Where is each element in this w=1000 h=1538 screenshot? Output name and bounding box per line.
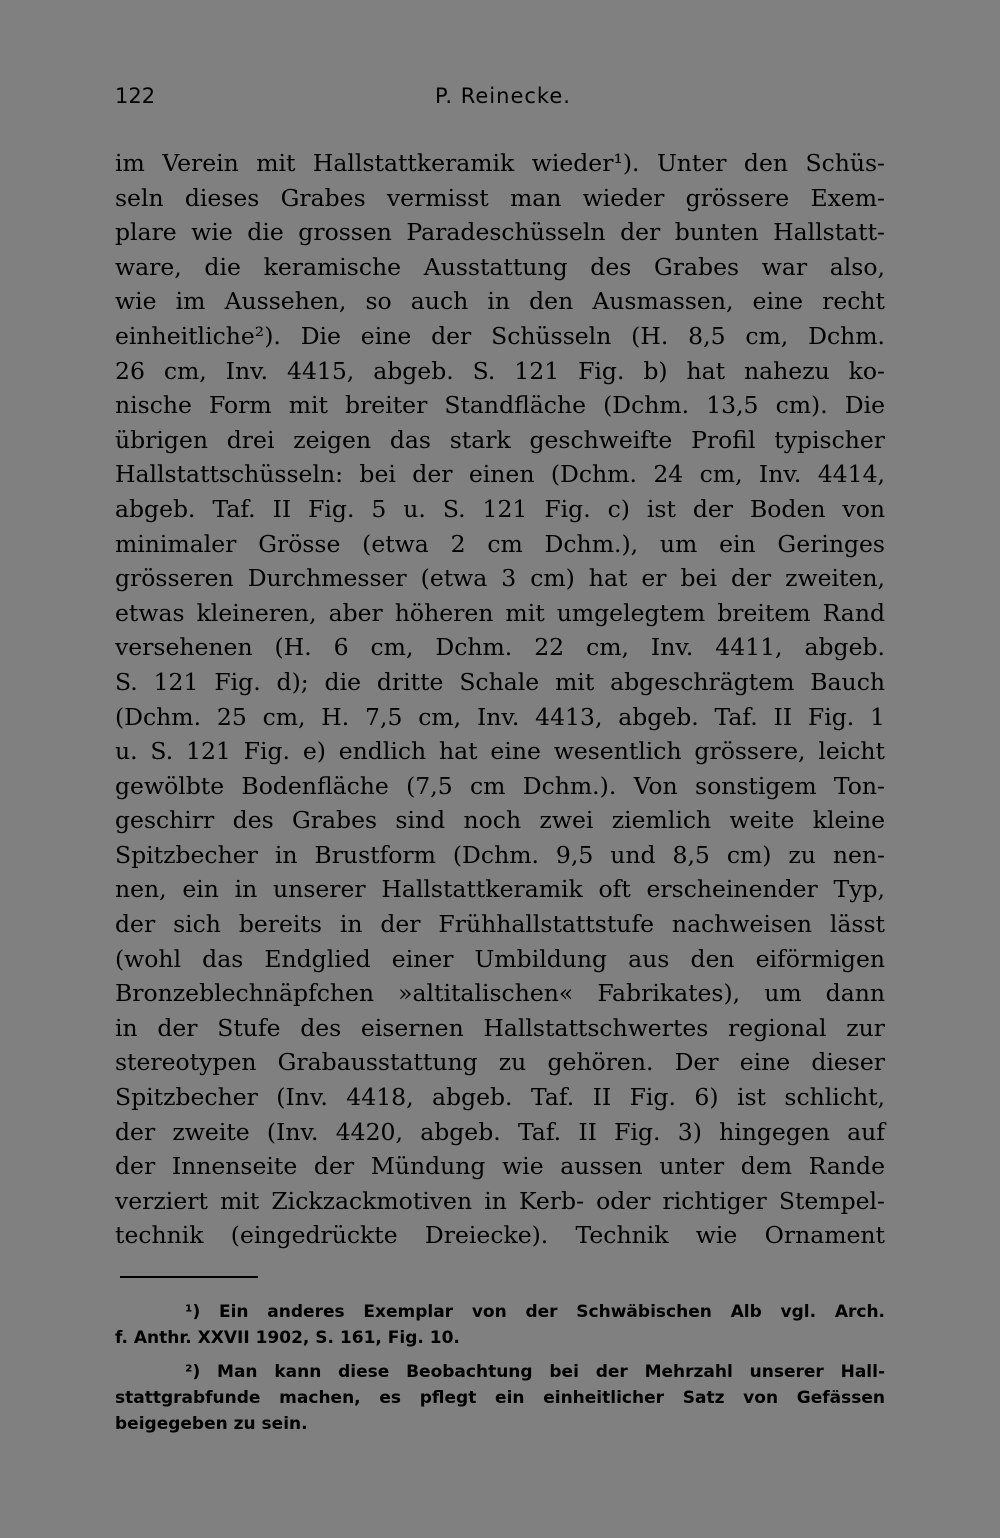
text-line: seln dieses Grabes vermisst man wieder grössere Exem- [115, 183, 885, 212]
page-number: 122 [115, 84, 156, 108]
footnote-line: f. Anthr. XXVII 1902, S. 161, Fig. 10. [115, 1328, 460, 1348]
footnote-1 [115, 1299, 885, 1351]
text-line: S. 121 Fig. d); die dritte Schale mit abgeschrägtem Bauch [115, 667, 885, 696]
text-line: im Verein mit Hallstattkeramik wieder¹). Unter den Schüs- [115, 149, 885, 177]
text-line: u. S. 121 Fig. e) endlich hat eine wesentlich grössere, leicht [115, 737, 885, 766]
text-line: der sich bereits in der Frühhallstattstufe nachweisen lässt [115, 910, 885, 939]
text-line: Spitzbecher in Brustform (Dchm. 9,5 und 8,5 cm) zu nen- [115, 840, 885, 869]
text-line: wie im Aussehen, so auch in den Ausmassen, eine recht [115, 287, 885, 316]
text-line: in der Stufe des eisernen Hallstattschwertes regional zur [115, 1013, 885, 1042]
text-line: gewölbte Bodenfläche (7,5 cm Dchm.). Von sonstigem Ton- [115, 771, 885, 800]
footnote-line: ¹) Ein anderes Exemplar von der Schwäbischen Alb vgl. Arch. [185, 1302, 885, 1322]
text-line: übrigen drei zeigen das stark geschweifte Profil typischer [115, 425, 885, 454]
text-line: geschirr des Grabes sind noch zwei ziemlich weite kleine [115, 806, 885, 835]
text-line: ware, die keramische Ausstattung des Grabes war also, [115, 252, 885, 281]
running-head: P. Reinecke. [435, 84, 571, 108]
footnote-2 [115, 1359, 885, 1437]
footnote-line: stattgrabfunde machen, es pflegt ein einheitlicher Satz von Gefässen [115, 1388, 885, 1408]
text-line: grösseren Durchmesser (etwa 3 cm) hat er bei der zweiten, [115, 564, 885, 593]
text-line: (Dchm. 25 cm, H. 7,5 cm, Inv. 4413, abgeb. Taf. II Fig. 1 [115, 702, 885, 731]
text-line: nen, ein in unserer Hallstattkeramik oft erscheinender Typ, [115, 875, 885, 904]
footnote-line: beigegeben zu sein. [115, 1414, 308, 1434]
page-header [115, 84, 885, 116]
text-line: Spitzbecher (Inv. 4418, abgeb. Taf. II Fig. 6) ist schlicht, [115, 1083, 885, 1112]
text-line: abgeb. Taf. II Fig. 5 u. S. 121 Fig. c) ist der Boden von [115, 494, 885, 523]
text-line: verziert mit Zickzackmotiven in Kerb- oder richtiger Stempel- [115, 1186, 885, 1215]
text-line: minimaler Grösse (etwa 2 cm Dchm.), um ein Geringes [115, 529, 885, 558]
footnote-divider [120, 1276, 258, 1278]
text-line: einheitliche²). Die eine der Schüsseln (H. 8,5 cm, Dchm. [115, 321, 885, 350]
main-text [115, 146, 885, 1253]
text-line: Bronzeblechnäpfchen »altitalischen« Fabrikates), um dann [115, 979, 885, 1008]
text-line: der Innenseite der Mündung wie aussen unter dem Rande [115, 1152, 885, 1181]
text-line: nische Form mit breiter Standfläche (Dchm. 13,5 cm). Die [115, 391, 885, 420]
text-line: 26 cm, Inv. 4415, abgeb. S. 121 Fig. b) hat nahezu ko- [115, 356, 885, 385]
text-line: der zweite (Inv. 4420, abgeb. Taf. II Fig. 3) hingegen auf [115, 1117, 885, 1146]
footnotes [115, 1299, 885, 1445]
text-line: versehenen (H. 6 cm, Dchm. 22 cm, Inv. 4411, abgeb. [115, 633, 885, 662]
footnote-line: ²) Man kann diese Beobachtung bei der Mehrzahl unserer Hall- [185, 1362, 885, 1382]
text-line: (wohl das Endglied einer Umbildung aus den eiförmigen [115, 944, 885, 973]
text-line: etwas kleineren, aber höheren mit umgelegtem breitem Rand [115, 598, 885, 627]
text-line: plare wie die grossen Paradeschüsseln der bunten Hallstatt- [115, 218, 885, 247]
text-line: stereotypen Grabausstattung zu gehören. Der eine dieser [115, 1048, 885, 1077]
text-line: Hallstattschüsseln: bei der einen (Dchm. 24 cm, Inv. 4414, [115, 460, 885, 489]
text-line: technik (eingedrückte Dreiecke). Technik wie Ornament [115, 1221, 885, 1250]
